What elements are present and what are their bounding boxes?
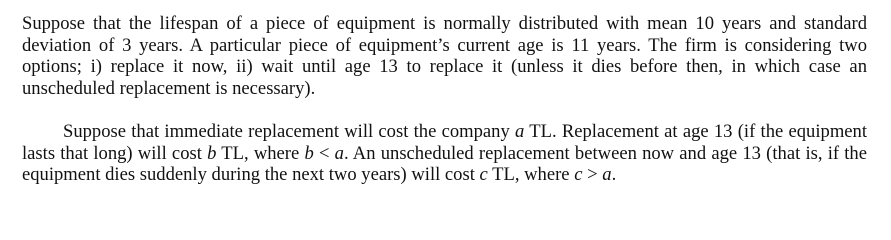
math-variable-a: a (334, 142, 344, 164)
math-variable-b: b (304, 142, 314, 164)
math-variable-a: a (515, 121, 525, 142)
math-variable-a: a (602, 164, 612, 186)
text-segment: TL, where (487, 164, 575, 186)
math-variable-b: b (207, 142, 217, 164)
paragraph-problem-setup: Suppose that the lifespan of a piece of equipment is normally distributed with mean 10 years and standard deviation of 3 years. A particular piece of equipment’s current age is 11 years. The firm is considering two options; i) replace it now, ii) wait until age 13 to replace it (unless it dies before then, in which case an unscheduled replacement is necessary). (22, 13, 867, 99)
text-segment: TL. Replacement at age 13 (if the equipment lasts that long) will cost (22, 121, 867, 164)
text-segment: TL, where (216, 142, 305, 164)
math-variable-c: c (574, 164, 583, 186)
math-variable-c: c (479, 164, 488, 186)
paragraph-replacement-costs (22, 121, 867, 186)
text-segment: . (611, 164, 617, 186)
math-operator-greater-than: > (582, 164, 603, 186)
text-segment: . An unscheduled replacement between now and age 13 (that is, if the equipment dies suddenly during the next two years) will cost (22, 142, 867, 186)
text-segment: Suppose that immediate replacement will cost the company (63, 121, 516, 142)
math-operator-less-than: < (313, 142, 335, 164)
